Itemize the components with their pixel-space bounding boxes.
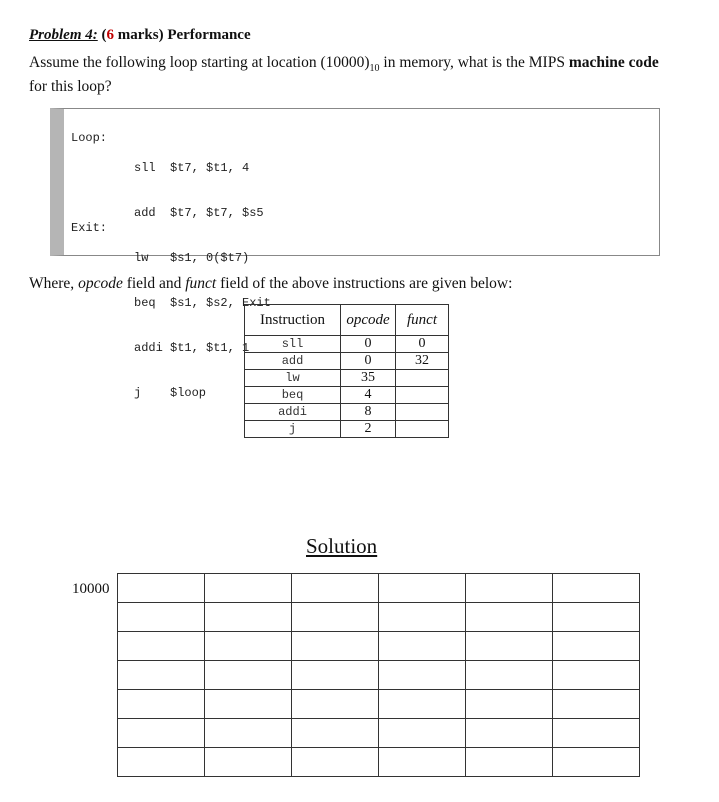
grid-row: [118, 574, 640, 603]
grid-cell[interactable]: [553, 748, 640, 777]
grid-row: [118, 603, 640, 632]
funct-cell: [396, 421, 449, 438]
grid-cell[interactable]: [205, 719, 292, 748]
marks-rest: marks) Performance: [114, 27, 251, 43]
table-row: [245, 353, 449, 370]
funct-cell: 0: [396, 336, 449, 353]
code-line: beq $s1, $s2, Exit: [134, 296, 271, 310]
where-funct: funct: [185, 275, 217, 292]
header-opcode: opcode: [341, 305, 396, 336]
question-subscript: 10: [369, 63, 380, 75]
grid-cell[interactable]: [466, 719, 553, 748]
grid-cell[interactable]: [379, 661, 466, 690]
where-prefix: Where,: [29, 275, 79, 292]
table-row: [245, 421, 449, 438]
loop-label: Loop:: [71, 131, 108, 145]
grid-row: [118, 632, 640, 661]
grid-cell[interactable]: [118, 603, 205, 632]
instruction-cell: sll: [245, 336, 341, 353]
grid-cell[interactable]: [466, 574, 553, 603]
grid-cell[interactable]: [379, 574, 466, 603]
grid-cell[interactable]: [205, 690, 292, 719]
grid-row: [118, 748, 640, 777]
problem-label: Problem 4:: [29, 27, 98, 43]
exit-label: Exit:: [71, 221, 108, 235]
where-opcode: opcode: [78, 275, 123, 292]
funct-cell: 32: [396, 353, 449, 370]
grid-cell[interactable]: [292, 690, 379, 719]
problem-title: [29, 27, 251, 44]
start-address: 10000: [72, 581, 110, 597]
question-text: [29, 54, 679, 96]
grid-row: [118, 719, 640, 748]
grid-cell[interactable]: [466, 690, 553, 719]
grid-cell[interactable]: [292, 574, 379, 603]
grid-cell[interactable]: [118, 661, 205, 690]
table-row: [245, 387, 449, 404]
where-suffix: field of the above instructions are given below:: [216, 275, 513, 292]
opcode-cell: 0: [341, 353, 396, 370]
grid-cell[interactable]: [553, 719, 640, 748]
where-middle: field and: [122, 275, 186, 292]
question-part-1: Assume the following loop starting at location (10000): [29, 54, 370, 71]
funct-cell: [396, 370, 449, 387]
grid-cell[interactable]: [466, 661, 553, 690]
code-line: sll $t7, $t1, 4: [134, 161, 250, 175]
grid-cell[interactable]: [379, 719, 466, 748]
funct-cell: [396, 387, 449, 404]
grid-cell[interactable]: [466, 748, 553, 777]
grid-cell[interactable]: [205, 661, 292, 690]
funct-cell: [396, 404, 449, 421]
grid-cell[interactable]: [292, 661, 379, 690]
grid-cell[interactable]: [553, 574, 640, 603]
instruction-cell: j: [245, 421, 341, 438]
solution-grid: [117, 573, 640, 777]
table-row: [245, 336, 449, 353]
grid-cell[interactable]: [118, 719, 205, 748]
opcode-cell: 2: [341, 421, 396, 438]
instruction-cell: beq: [245, 387, 341, 404]
grid-cell[interactable]: [379, 690, 466, 719]
opcode-table: [244, 304, 449, 438]
code-line: add $t7, $t7, $s5: [134, 206, 264, 220]
marks-open: (: [101, 27, 107, 43]
opcode-cell: 4: [341, 387, 396, 404]
question-part-2: in memory, what is the MIPS: [379, 54, 569, 71]
question-bold: machine code: [568, 54, 659, 71]
grid-cell[interactable]: [553, 690, 640, 719]
grid-cell[interactable]: [205, 574, 292, 603]
grid-row: [118, 661, 640, 690]
opcode-cell: 0: [341, 336, 396, 353]
table-header-row: [245, 305, 449, 336]
code-line: addi $t1, $t1, 1: [134, 341, 250, 355]
grid-cell[interactable]: [379, 632, 466, 661]
grid-cell[interactable]: [292, 719, 379, 748]
code-line: lw $s1, 0($t7): [134, 251, 250, 265]
header-funct: funct: [396, 305, 449, 336]
grid-cell[interactable]: [553, 603, 640, 632]
grid-cell[interactable]: [466, 603, 553, 632]
code-line: j $loop: [134, 386, 207, 400]
solution-title: Solution: [306, 534, 378, 558]
grid-cell[interactable]: [118, 574, 205, 603]
grid-cell[interactable]: [292, 632, 379, 661]
marks-value: 6: [106, 27, 114, 43]
grid-cell[interactable]: [379, 748, 466, 777]
where-text: [29, 275, 512, 293]
table-row: [245, 404, 449, 421]
table-row: [245, 370, 449, 387]
instruction-cell: add: [245, 353, 341, 370]
grid-cell[interactable]: [466, 632, 553, 661]
grid-cell[interactable]: [292, 748, 379, 777]
grid-cell[interactable]: [205, 632, 292, 661]
grid-row: [118, 690, 640, 719]
grid-cell[interactable]: [205, 603, 292, 632]
opcode-cell: 8: [341, 404, 396, 421]
grid-cell[interactable]: [118, 748, 205, 777]
grid-cell[interactable]: [553, 661, 640, 690]
grid-cell[interactable]: [379, 603, 466, 632]
grid-cell[interactable]: [205, 748, 292, 777]
grid-cell[interactable]: [118, 690, 205, 719]
instruction-cell: addi: [245, 404, 341, 421]
header-instruction: Instruction: [245, 305, 341, 336]
instruction-cell: lw: [245, 370, 341, 387]
grid-cell[interactable]: [553, 632, 640, 661]
grid-cell[interactable]: [118, 632, 205, 661]
opcode-cell: 35: [341, 370, 396, 387]
question-part-3: for this loop?: [29, 78, 112, 96]
grid-cell[interactable]: [292, 603, 379, 632]
